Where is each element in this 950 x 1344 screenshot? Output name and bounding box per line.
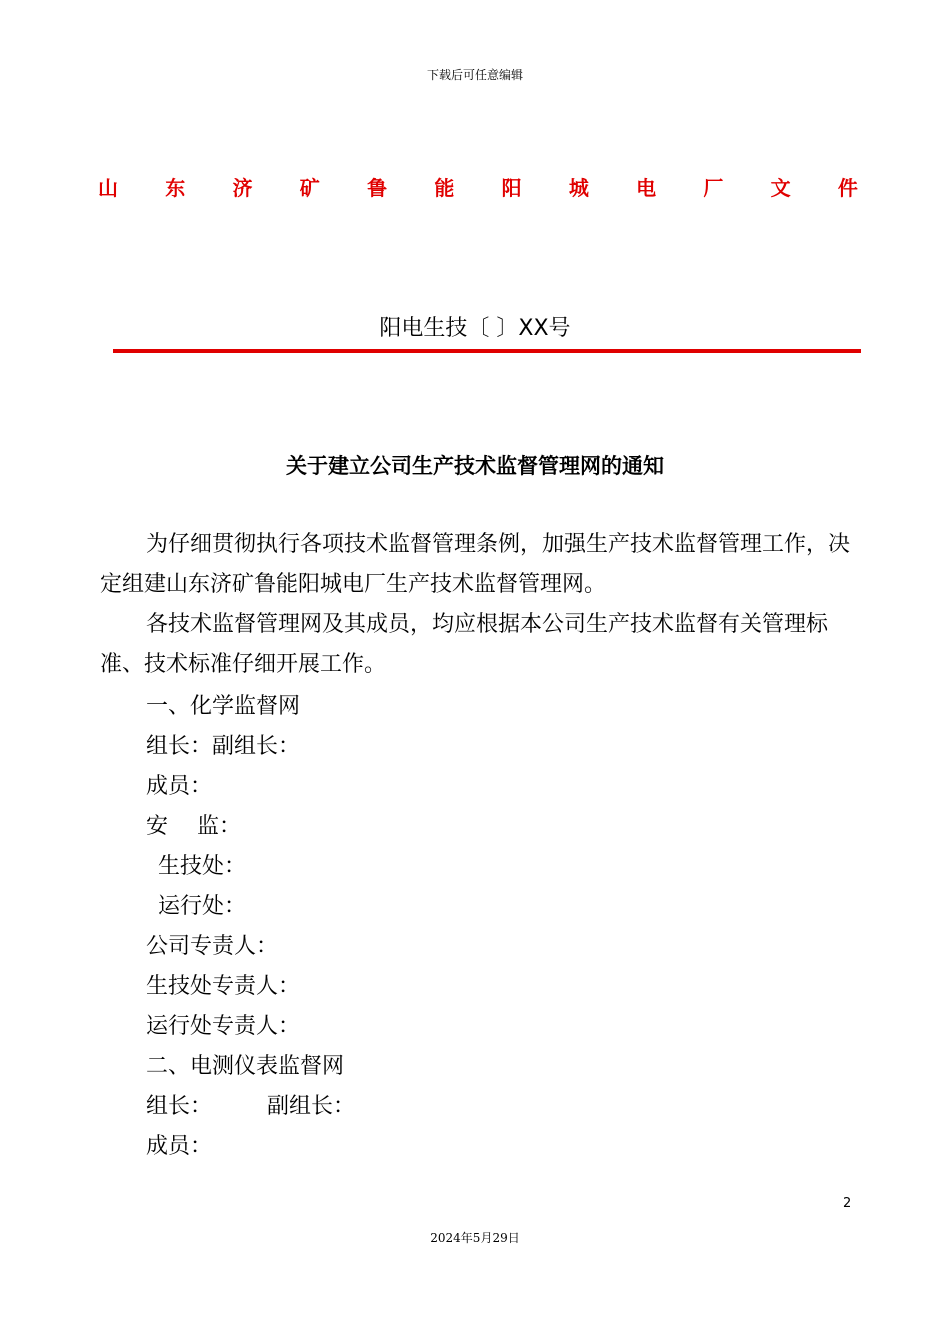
production-tech-responsible-line: 生技处专责人： [146, 974, 301, 999]
org-title-char: 文 [770, 176, 791, 200]
org-title-char: 能 [434, 176, 455, 200]
document-number: 阳电生技〔 〕XX号 [379, 316, 571, 341]
notice-title: 关于建立公司生产技术监督管理网的通知 [286, 454, 664, 478]
header-note: 下载后可任意编辑 [426, 68, 523, 82]
safety-line: 安 监： [146, 814, 241, 839]
org-title-char: 城 [568, 176, 589, 200]
red-divider [113, 349, 861, 353]
section-heading-electrical: 二、电测仪表监督网 [146, 1054, 345, 1079]
company-responsible-line: 公司专责人： [146, 934, 279, 959]
members-line: 成员： [146, 774, 213, 799]
operations-responsible-line: 运行处专责人： [146, 1014, 301, 1039]
production-tech-dept-line: 生技处： [158, 854, 247, 879]
org-title-char: 矿 [299, 176, 320, 200]
org-title-char: 济 [232, 176, 253, 200]
org-title-char: 厂 [703, 176, 724, 200]
org-title-char: 电 [636, 176, 657, 200]
page-number: 2 [843, 1196, 852, 1211]
org-title-char: 东 [165, 176, 186, 200]
body-paragraph: 为仔细贯彻执行各项技术监督管理条例，加强生产技术监督管理工作，决定组建山东济矿鲁能阳城电厂生产技术监督管理网。 [100, 532, 851, 597]
org-title-char: 件 [837, 176, 858, 200]
operations-dept-line: 运行处： [158, 894, 247, 919]
org-title-char: 山 [98, 176, 118, 200]
group-leader-line: 组长：副组长： [146, 734, 301, 759]
org-title-char: 鲁 [367, 176, 388, 200]
members-line: 成员： [146, 1134, 213, 1159]
org-title-char: 阳 [501, 176, 522, 200]
section-heading-chemistry: 一、化学监督网 [146, 694, 301, 719]
body-paragraph: 各技术监督管理网及其成员，均应根据本公司生产技术监督有关管理标准、技术标准仔细开展工作。 [100, 612, 829, 677]
org-title [98, 172, 858, 201]
group-leader-line: 组长： 副组长： [146, 1094, 356, 1119]
footer-date: 2024年5月29日 [430, 1231, 520, 1245]
